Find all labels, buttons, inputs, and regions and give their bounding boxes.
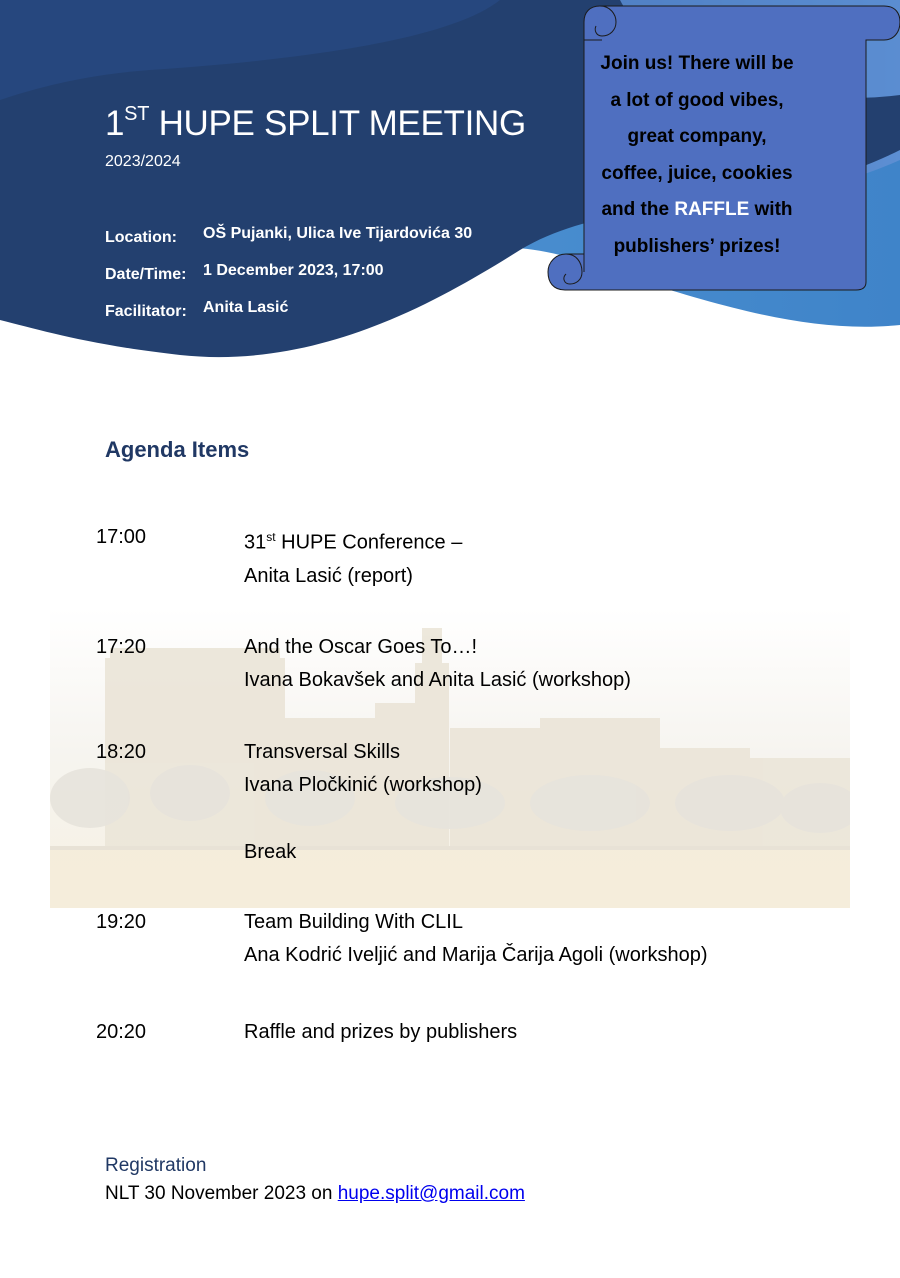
location-label: Location: (105, 229, 177, 246)
agenda-time: 20:20 (96, 1021, 147, 1043)
agenda-time: 17:00 (96, 526, 147, 548)
agenda-line-1: Transversal Skills (244, 741, 400, 763)
banner-line-2: a lot of good vibes, (610, 89, 784, 111)
agenda-line-2: Anita Lasić (report) (244, 564, 413, 587)
banner-line-5: and the RAFFLE with (601, 199, 793, 220)
agenda-line-1: Raffle and prizes by publishers (244, 1021, 518, 1043)
banner-line-6: publishers’ prizes! (613, 235, 781, 257)
facilitator-row (105, 299, 289, 321)
agenda-line-2: Ivana Bokavšek and Anita Lasić (workshop) (244, 669, 631, 691)
meeting-title: 1ST HUPE SPLIT MEETING (105, 103, 526, 143)
agenda-time: 19:20 (96, 911, 147, 933)
agenda-details (244, 906, 844, 972)
banner-text (590, 46, 804, 265)
banner-line-3: great company, (627, 126, 767, 147)
raffle-word: RAFFLE (674, 199, 750, 220)
agenda-details (244, 736, 844, 869)
banner-line-4: coffee, juice, cookies (601, 162, 793, 184)
agenda-line-2: Ivana Pločkinić (workshop) (244, 774, 482, 796)
location-value: OŠ Pujanki, Ulica Ive Tijardovića 30 (203, 225, 473, 242)
facilitator-label: Facilitator: (105, 303, 187, 320)
agenda-line-2: Ana Kodrić Iveljić and Marija Čarija Agoli (workshop) (244, 944, 708, 966)
agenda-details (244, 631, 844, 697)
agenda-time: 17:20 (96, 636, 147, 658)
facilitator-value: Anita Lasić (203, 299, 289, 316)
datetime-row (105, 262, 384, 284)
agenda-heading: Agenda Items (105, 437, 250, 462)
agenda-line-1: And the Oscar Goes To…! (244, 636, 478, 658)
datetime-label: Date/Time: (105, 266, 187, 283)
registration-email-link[interactable]: hupe.split@gmail.com (337, 1183, 525, 1204)
banner-line-1: Join us! There will be (600, 53, 794, 74)
agenda-break: Break (244, 841, 297, 863)
meeting-year: 2023/2024 (105, 153, 181, 170)
agenda-time: 18:20 (96, 741, 147, 763)
location-row (105, 225, 473, 247)
agenda-details (244, 521, 844, 593)
agenda-details (244, 1016, 844, 1049)
datetime-value: 1 December 2023, 17:00 (203, 262, 384, 279)
registration-text: NLT 30 November 2023 on hupe.split@gmail.com (105, 1183, 525, 1204)
agenda-line-1: 31st HUPE Conference – (244, 530, 463, 554)
agenda-line-1: Team Building With CLIL (244, 911, 463, 933)
registration-heading: Registration (105, 1155, 207, 1176)
